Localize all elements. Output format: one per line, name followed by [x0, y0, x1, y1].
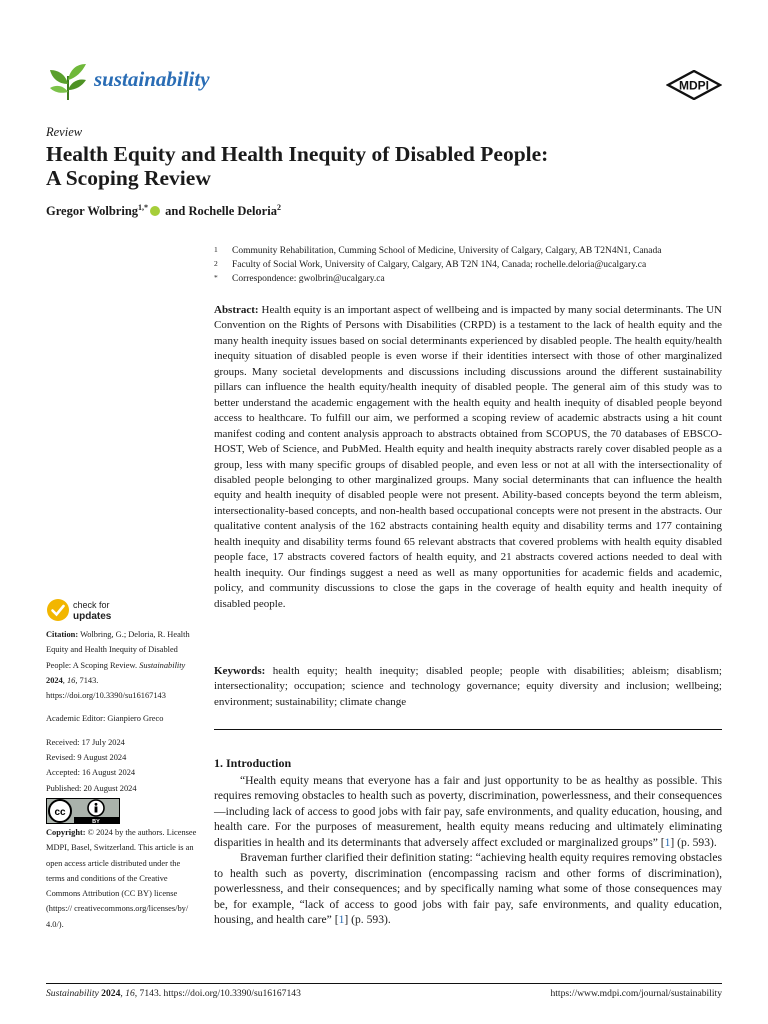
abstract-label: Abstract: [214, 304, 259, 316]
reference-link[interactable]: 1 [664, 835, 671, 849]
authors [46, 203, 281, 219]
affiliation-item: 2 Faculty of Social Work, University of Calgary, Calgary, AB T2N 1N4, Canada; rochelle.deloria@ucalgary.ca [214, 259, 647, 270]
mdpi-logo-text: MDPI [679, 78, 709, 93]
abstract [214, 303, 722, 612]
svg-text:cc: cc [54, 807, 66, 818]
affiliation-item: 1 Community Rehabilitation, Cumming School of Medicine, University of Calgary, Calgary, AB T2N4N1, Canada [214, 245, 662, 256]
title-line-1: Health Equity and Health Inequity of Disabled People: [46, 142, 549, 166]
copyright-notice: Copyright: © 2024 by the authors. Licensee MDPI, Basel, Switzerland. This article is an open access article distributed under the terms and conditions of the Creative Commons Attribution (CC BY) license (https:// creativecommons.org/licenses/by/ 4.0/). [46, 828, 197, 929]
section-divider [214, 729, 722, 730]
reference-link[interactable]: 1 [338, 913, 345, 927]
footer-citation: Sustainability 2024, 16, 7143. https://doi.org/10.3390/su16167143 [46, 988, 301, 999]
keywords [214, 664, 722, 710]
journal-name: sustainability [94, 67, 210, 91]
affiliations [214, 244, 724, 286]
paragraph: Braveman further clarified their definition stating: “achieving health equity requires removing obstacles to health such as poverty, discrimination (encompassing racism and other forms of discrimination), powerlessness, and their consequences; and by specifically naming what some of those consequences may be, for example, “lack of access to good jobs with fair pay, safe environments, and quality education, housing, and health care” [1] (p. 593). [214, 851, 722, 927]
cc-by-license-icon[interactable] [46, 798, 120, 824]
check-for-updates-button[interactable] [46, 598, 166, 622]
author-affiliation-marker: 2 [276, 203, 281, 212]
accepted-date: Accepted: 16 August 2024 [46, 768, 136, 778]
svg-text:updates: updates [73, 611, 112, 622]
title-line-2: A Scoping Review [46, 166, 211, 190]
introduction-body [214, 773, 722, 928]
published-date: Published: 20 August 2024 [46, 783, 137, 793]
journal-leaf-logo-icon [46, 62, 90, 102]
revised-date: Revised: 9 August 2024 [46, 753, 127, 763]
citation: Citation: Wolbring, G.; Deloria, R. Health Equity and Health Inequity of Disabled People: A Scoping Review. Sustainability 2024, 16, 7143. https://doi.org/10.3390/su16167143 [46, 630, 190, 701]
article-type: Review [46, 125, 83, 139]
svg-text:check for: check for [73, 600, 110, 610]
footer-journal-url[interactable]: https://www.mdpi.com/journal/sustainability [550, 988, 722, 999]
orcid-icon[interactable] [150, 206, 160, 216]
correspondence-item: * Correspondence: gwolbrin@ucalgary.ca [214, 273, 385, 284]
svg-text:BY: BY [92, 818, 100, 824]
footer-divider [46, 983, 722, 984]
mdpi-logo-icon [666, 70, 722, 100]
keywords-label: Keywords: [214, 665, 266, 677]
author-affiliation-marker: 1,* [138, 203, 149, 212]
author-conjunction: and [165, 204, 186, 219]
keywords-text: health equity; health inequity; disabled people; people with disabilities; ableism; disablism; intersectionality; occupation; science and technology governance; equity diversity and inclusion; wellbeing; environment; sustainability; climate change [214, 665, 722, 708]
author-name[interactable]: Rochelle Deloria [188, 204, 277, 219]
author-name[interactable]: Gregor Wolbring [46, 204, 139, 219]
academic-editor: Academic Editor: Gianpiero Greco [46, 714, 164, 724]
section-heading: 1. Introduction [214, 756, 292, 770]
received-date: Received: 17 July 2024 [46, 737, 125, 747]
check-updates-icon [47, 599, 69, 621]
article-info-sidebar [46, 627, 198, 804]
abstract-text: Health equity is an important aspect of wellbeing and is impacted by many social determinants. The UN Convention on the Rights of Persons with Disabilities (CRPD) is a testament to the lack of health equity and the many health inequity issues based on social determinants experienced by disabled people. The health equity/health inequity situation of disabled people is even worse if their identities intersect with those of other marginalized groups. Many societal developments and discussions including discussions around the different sustainability pillars can influence the health equity/health inequity of disabled people. The general aim of this study was to better understand the academic engagement with the health equity and health inequity of disabled people beyond access to healthcare. To fulfill our aim, we performed a scoping review of academic abstracts using a hit count manifest coding and content analysis approach to abstracts obtained from SCOPUS, the 70 databases of EBSCO-HOST, Web of Science, and PubMed. Health equity and health inequity abstracts rarely cover disabled people as a group, less with many specific groups of disabled people, and even less or not at all with the intersectionality of disabled people belonging to other marginalized groups. Many social determinants that can influence the health equity and health inequity of disabled people were not present. Ability-based concepts beyond the term ableism, intersectionality-based concepts, and non-health based occupational concepts were not present in the abstracts. Our qualitative content analysis of the 162 abstracts containing health equity and disability terms and 177 containing health inequity and disability terms found 65 relevant abstracts that covered problems with health equity disabled people face, 17 abstracts covered factors of health equity, and 21 abstracts covered actions needed to deal with health inequity. Our findings suggest a need as well as many opportunities for academic fields and academic, policy, and community discussions to close the gaps in the coverage of health equity and health inequity of disabled people. [214, 304, 722, 610]
article-title [46, 142, 686, 190]
paragraph: “Health equity means that everyone has a fair and just opportunity to be as healthy as possible. This requires removing obstacles to health such as poverty, discrimination, powerlessness, and their consequences—including lack of access to good jobs with fair pay, safe environments, and quality education, housing, and health care. For the purposes of measurement, health equity means reducing and ultimately eliminating disparities in health and its determinants that adversely affect excluded or marginalized groups” [1] (p. 593). [214, 774, 722, 849]
dates [46, 735, 198, 796]
